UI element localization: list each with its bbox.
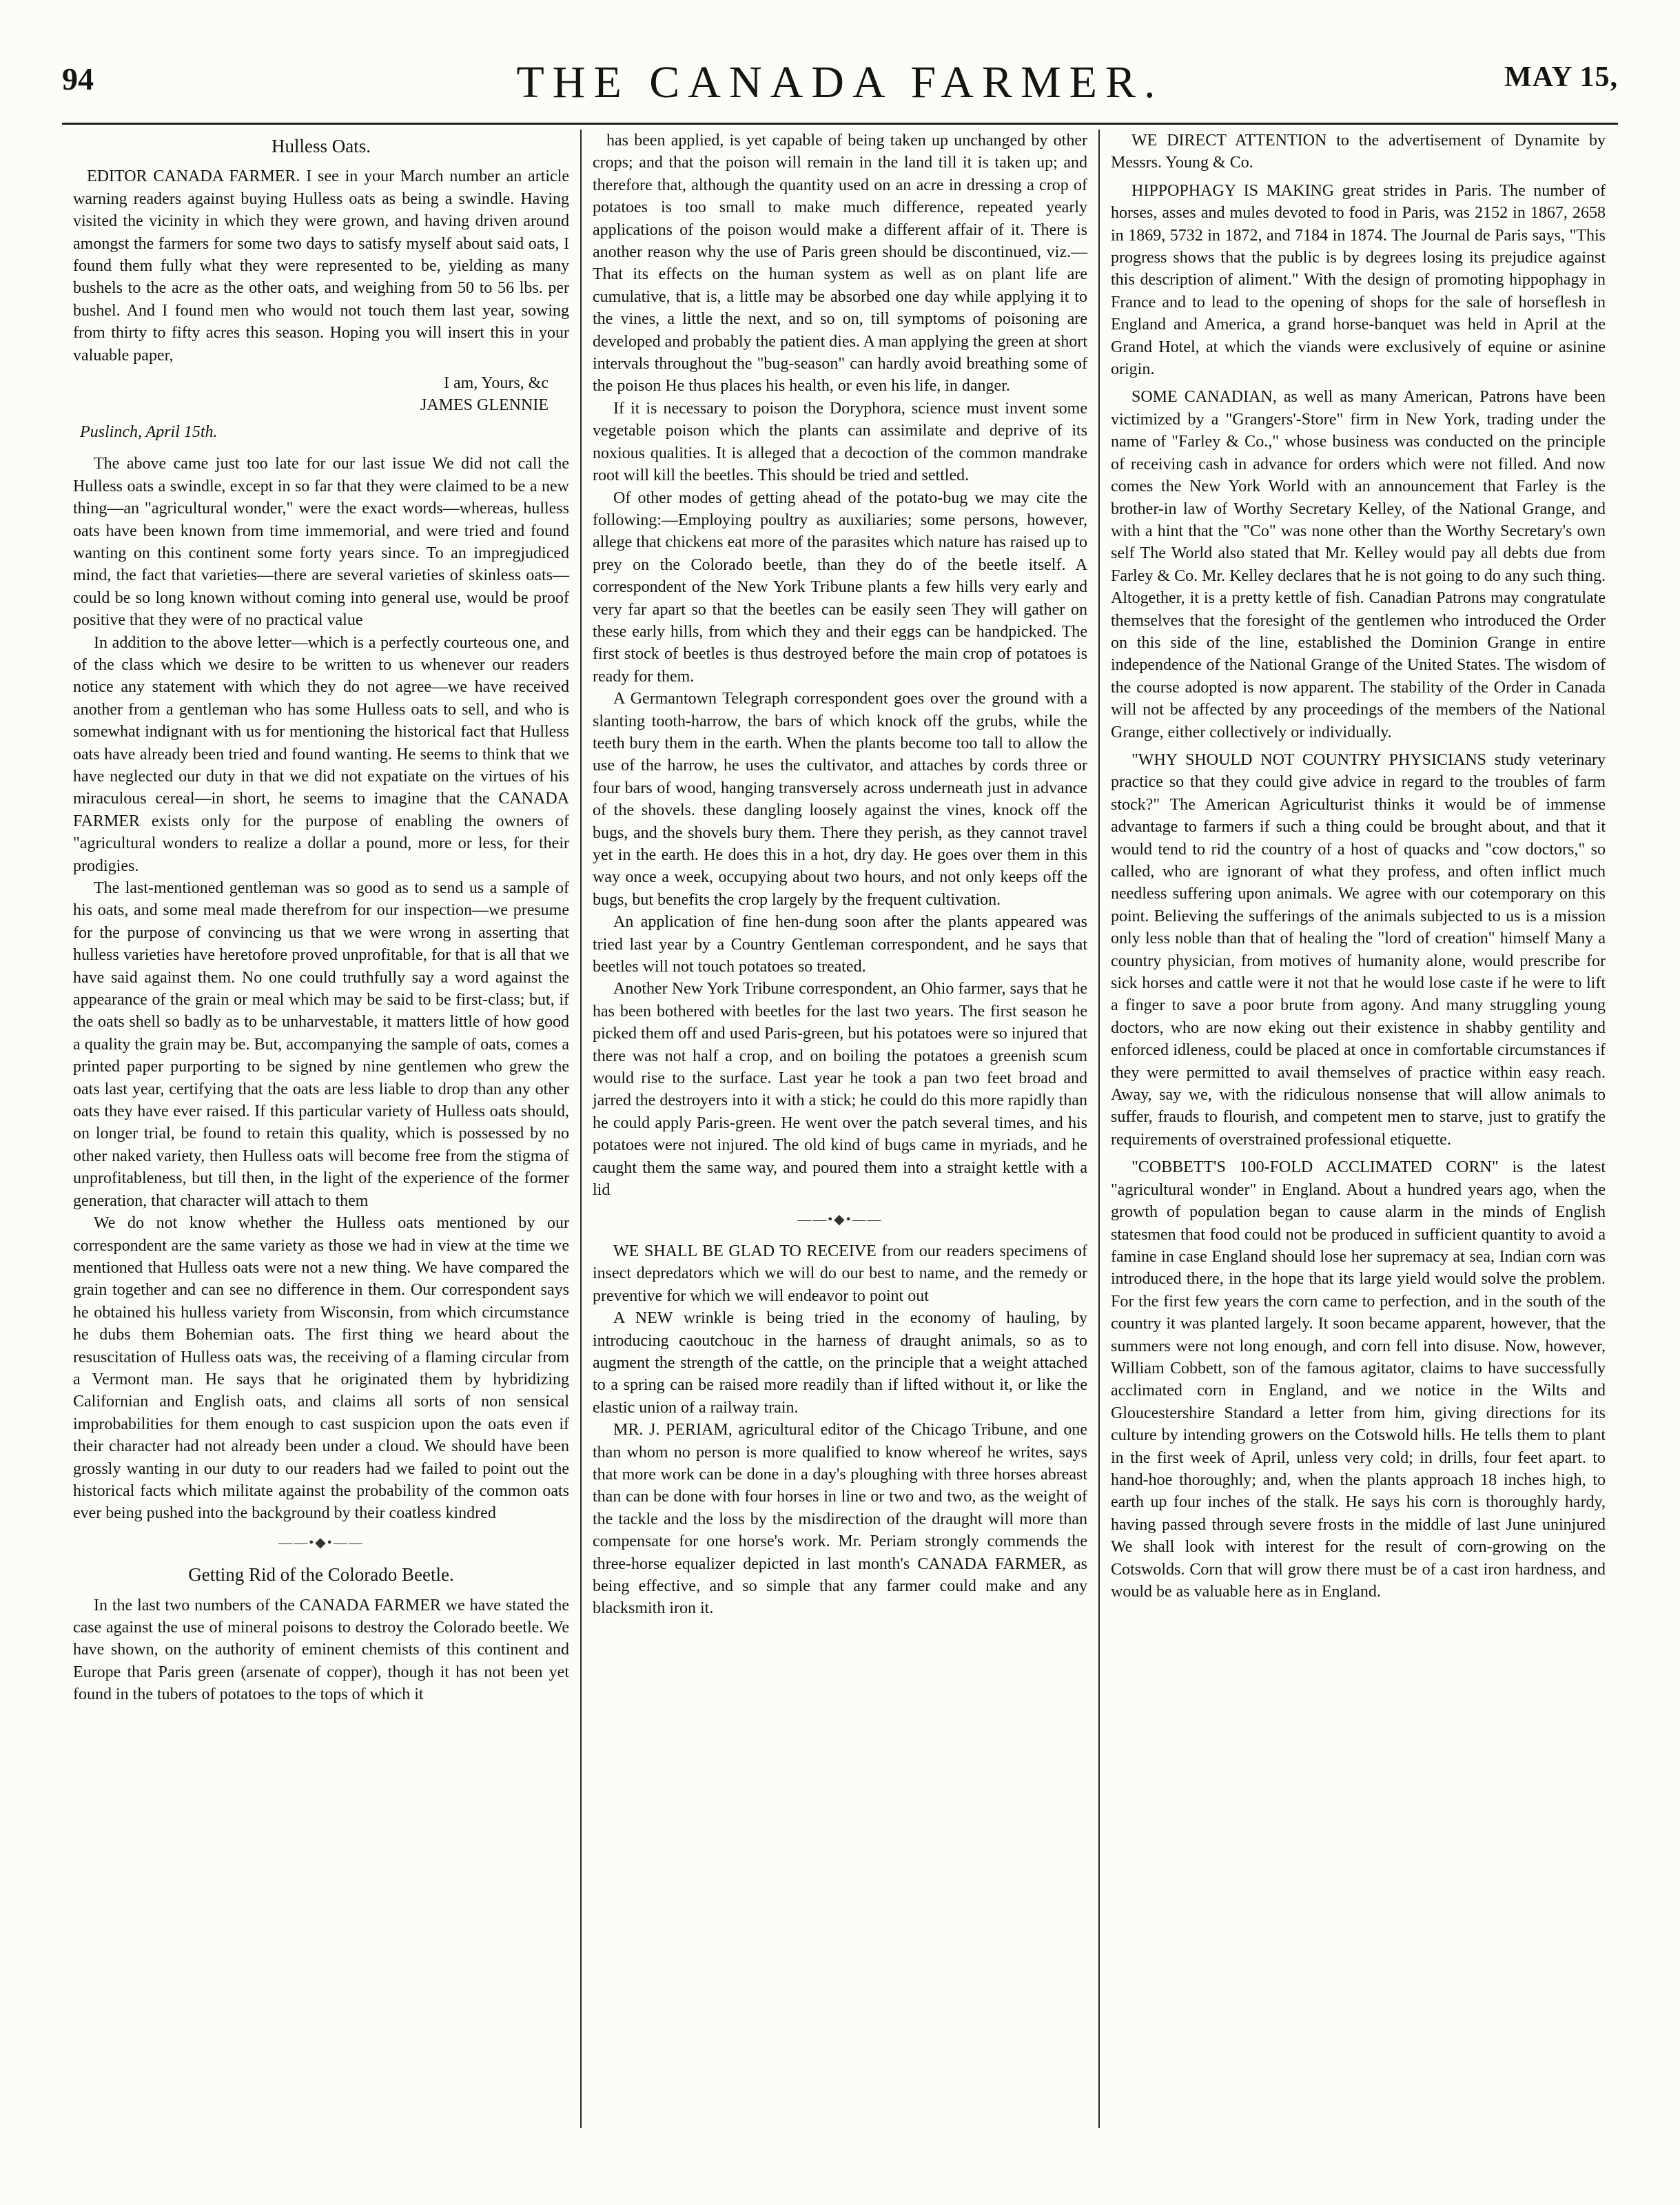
paragraph-text: to the advertisement of Dynamite by Messrs. Young & Co. (1111, 132, 1606, 172)
paragraph-lead: WE SHALL BE GLAD TO RECEIVE (613, 1242, 877, 1260)
article-columns (62, 130, 1618, 2128)
section-divider: ——•◆•—— (797, 1211, 883, 1227)
paragraph: An application of fine hen-dung soon after the plants appeared was tried last year by a Country Gentleman correspondent, and he says that beetles will not touch potatoes so treated. (593, 913, 1087, 976)
letter-text: I see in your March number an article warning readers against buying Hulless oats as being a swindle. Having visited the vicinity in which they were grown, and having driven around amongst the farmers for some two days to satisfy myself about said oats, I found them fully what they were represented to be, yielding as many bushels to the acre as the other oats, and weighing from 50 to 56 lbs. per bushel. And I found men who would not touch them last year, sowing from thirty to fifty acres this season. Hoping you will insert this in your valuable paper, (73, 167, 570, 365)
paragraph: Another New York Tribune correspondent, an Ohio farmer, says that he has been bothered with beetles for the last two years. The first season he picked them off and used Paris-green, but his potatoes were so injured that there was not half a crop, and on boiling the potatoes a greenish scum would rise to the surface. Last year he took a pan two feet broad and jarred the destroyers into it with a stick; he could do this more rapidly than he could apply Paris-green. He went over the patch several times, and his potatoes were not injured. The old kind of bugs came in myriads, and he caught them the same way, and poured them into a straight kettle with a lid (593, 980, 1087, 1200)
masthead: THE CANADA FARMER. (516, 57, 1164, 107)
paragraph (1111, 749, 1606, 1151)
paragraph-lead: "COBBETT'S 100-FOLD ACCLIMATED CORN" (1131, 1158, 1499, 1177)
paragraph: We do not know whether the Hulless oats mentioned by our correspondent are the same variety as those we had in view at the time we mentioned that Hulless oats were not a new thing. We have compared the grain together and can see no difference in them. Our correspondent says he obtained his hulless variety from Wisconsin, from which circumstance he dubs them Bohemian oats. The first thing we heard about the resuscitation of Hulless oats was, the receiving of a flaming circular from a Vermont man. He says that he originated them by hybridizing Californian and English oats, and claims all sorts of non sensical improbabilities for them enough to cast suspicion upon the oats even if their character had not already been under a cloud. We should have been grossly wanting in our duty to our readers had we failed to point out the historical facts which militate against the probability of the common oats ever being pushed into the background by their coatless kindred (73, 1214, 569, 1523)
paragraph-text: great strides in Paris. The number of horses, asses and mules devoted to food in Paris, was 2152 in 1867, 2658 in 1869, 5732 in 1872, and 7184 in 1874. The Journal de Paris says, "This progress shows that the public is by degrees losing its prejudice against this description of aliment." With the design of promoting hippophagy in France and to lead to the opening of shops for the sale of horseflesh in England and America, a grand horse-banquet was held in April at the Grand Hotel, at which the viands were exclusively of equine or asinine origin. (1111, 181, 1606, 379)
paragraph: A Germantown Telegraph correspondent goes over the ground with a slanting tooth-harrow, the bars of which knock off the grubs, while the teeth bury them in the earth. When the plants become too tall to allow the use of the harrow, he uses the cultivator, and attaches by cords three or four bars of wood, hanging transversely across underneath just in advance of the shovels. these dangling loosely against the vines, knock off the bugs, and the shovels bury them. There they perish, as they cannot travel yet in the earth. He does this in a hot, dry day. He goes over them in this way once a week, occupying about two hours, and not only keeps off the bugs, but benefits the crop largely by the frequent cultivation. (593, 690, 1087, 909)
article-title-hulless-oats: Hulless Oats. (272, 136, 371, 156)
paragraph: In addition to the above letter—which is a perfectly courteous one, and of the class which we desire to be written to us whenever our readers notice any statement with which they do not agree—we have received another from a gentleman who has some Hulless oats to sell, and who is somewhat indignant with us for mentioning the historical fact that Hulless oats have already been tried and found wanting. He seems to think that we have neglected our duty in that we did not expatiate on the virtues of his miraculous cereal—in short, he seems to imagine that the CANADA FARMER exists only for the purpose of enabling the owners of "agricultural wonders to realize a dollar a pound, more or less, for their prodigies. (73, 633, 569, 875)
letter-body (73, 165, 569, 367)
paragraph: The last-mentioned gentleman was so good as to send us a sample of his oats, and some meal made therefrom for our inspection—we presume for the purpose of convincing us that we were wrong in asserting that hulless varieties have heretofore proved unprofitable, for that is all that we have said against them. No one could truthfully say a word against the appearance of the grain or meal which may be said to be first-class; but, if the oats shell so badly as to be unharvestable, it matters little of how good a quality the grain may be. But, accompanying the sample of oats, comes a printed paper purporting to be signed by nine gentlemen who grew the oats last year, certifying that the oats are less liable to drop than any other oats they have ever raised. If this particular variety of Hulless oats should, on longer trial, be found to retain this quality, which is possessed by no other naked variety, then Hulless oats will become free from the stigma of unprofitableness, but till then, in the light of the experience of the former generation, that character will attach to them (73, 879, 569, 1210)
letter-closing: I am, Yours, &c (443, 374, 549, 393)
letter-signer: JAMES GLENNIE (420, 396, 549, 415)
paragraph (1111, 386, 1606, 743)
paragraph (1111, 180, 1606, 381)
page-number: 94 (62, 61, 94, 96)
letter-salutation: EDITOR CANADA FARMER. (87, 167, 300, 186)
column-2 (580, 130, 1098, 2128)
column-1 (62, 130, 580, 2128)
paragraph (1111, 1156, 1606, 1603)
paragraph (593, 1240, 1087, 1307)
paragraph: In the last two numbers of the CANADA FARMER we have stated the case against the use of mineral poisons to destroy the Colorado beetle. We have shown, on the authority of eminent chemists of this continent and Europe that Paris green (arsenate of copper), though it has not been yet found in the tubers of potatoes to the tops of which it (73, 1596, 569, 1704)
section-divider: ——•◆•—— (278, 1535, 364, 1550)
paragraph-text: from our readers specimens of insect depredators which we will do our best to name, and the remedy or preventive for which we will endeavor to point out (593, 1242, 1088, 1305)
paragraph (1111, 130, 1606, 174)
paragraph-text: as well as many American, Patrons have been victimized by a "Grangers'-Store" firm in New York, trading under the name of "Farley & Co.," whose business was conducted on the principle of receiving cash in advance for orders which were not filled. And now comes the New York World with an announcement that Farley is the brother-in law of Worthy Secretary Kelley, of the National Grange, and with a hint that the "Co" was none other than the Worthy Secretary's own self The World also stated that Mr. Kelley would pay all debts due from Farley & Co. Mr. Kelley declares that he is not going to do any such thing. Altogether, it is a pretty kettle of fish. Canadian Patrons may congratulate themselves that the foresight of the gentlemen who introduced the Order on this side of the line, established the Dominion Grange in entire independence of the National Grange of the United States. The wisdom of the course adopted is now apparent. The stability of the Order in Canada will not be affected by any proceedings of the members of the National Grange, either collectively or individually. (1111, 388, 1606, 741)
paragraph-text: is the latest "agricultural wonder" in England. About a hundred years ago, when the growth of population began to cause alarm in the minds of English statesmen that food could not be produced in sufficient quantity to avoid a famine in case England should lose her supremacy at sea, Indian corn was introduced there, in the hope that its large yield would solve the problem. For the first few years the corn came to perfection, and in the south of the country it was planted largely. It soon became apparent, however, that the summers were not long enough, and corn fell into disuse. Now, however, William Cobbett, son of the famous agitator, claims to have successfully acclimated corn in England, and we notice in the Wilts and Gloucestershire Standard a letter from him, giving directions for its culture by intending growers on the Cotswold hills. He tells them to plant in the first week of April, unless very cold; in drills, four feet apart. to hand-hoe thoroughly; and, when the plants approach 18 inches high, to earth up four inches of the stalk. He says his corn is thoroughly hardy, having passed through severe frosts in the middle of last June uninjured We shall look with interest for the result of corn-growing on the Cotswolds. Corn that will grow there must be of a cast iron hardness, and would be as valuable here as in England. (1111, 1158, 1606, 1601)
page-header (62, 57, 1618, 125)
letter-dateline: Puslinch, April 15th. (80, 422, 218, 441)
paragraph: If it is necessary to poison the Doryphora, science must invent some vegetable poison which the plants can assimilate and deprive of its noxious qualities. It is alleged that a decoction of the common mandrake root will kill the beetles. This should be tried and settled. (593, 399, 1087, 485)
paragraph: The above came just too late for our last issue We did not call the Hulless oats a swindle, except in so far that they were claimed to be a new thing—an "agricultural wonder," were the exact words—whereas, hulless oats have been known from time immemorial, and were tried and found wanting on this continent some forty years since. To an impregjudiced mind, the fact that varieties—there are several varieties of skinless oats—could be so long known without coming into general use, would be proof positive that they were of no practical value (73, 455, 569, 630)
column-3 (1098, 130, 1617, 2128)
paragraph: MR. J. PERIAM, agricultural editor of the Chicago Tribune, and one than whom no person is more qualified to know whereof he writes, says that more work can be done in a day's ploughing with three horses abreast than can be done with four horses in line or two and two, as the weight of the tackle and the loss by the misdirection of the draught will more than compensate for one horse's work. Mr. Periam strongly commends the three-horse equalizer depicted in last month's CANADA FARMER, as being effective, and so simple that any farmer could make and any blacksmith iron it. (593, 1421, 1087, 1618)
paragraph-text: study veterinary practice so that they could give advice in regard to the troubles of farm stock?" The American Agriculturist thinks it would be of immense advantage to farmers if such a thing could be brought about, and that it would tend to rid the country of a host of quacks and "cow doctors," so called, who are ignorant of what they profess, and often inflict much needless suffering upon animals. We agree with our cotemporary on this point. Believing the sufferings of the animals subjected to us is a mission only less noble than that of healing the "lord of creation" himself Many a country physician, from motives of humanity alone, would prescribe for sick horses and cattle were it not that he would lose caste if he were to lift a finger to save a poor brute from agony. And many struggling young doctors, who are now eking out their existence in shabby gentility and enforced idleness, could be placed at once in comfortable circumstances if they were permitted to avail themselves of practice within easy reach. Away, say we, with the ridiculous nonsense that will allow animals to suffer, frauds to flourish, and competent men to starve, just to gratify the requirements of overstrained professional etiquette. (1111, 750, 1606, 1149)
paragraph: Of other modes of getting ahead of the potato-bug we may cite the following:—Employing poultry as auxiliaries; some persons, however, allege that chickens eat more of the parasites which nature has raised up to prey on the Colorado beetle, than they do of the beetle itself. A correspondent of the New York Tribune plants a few hills very early and very far apart so that the beetles can be easily seen They will gather on these early hills, from which they and their eggs can be handpicked. The first stock of beetles is thus destroyed before the main crop of potatoes is ready for them. (593, 489, 1087, 686)
paragraph-lead: HIPPOPHAGY IS MAKING (1131, 181, 1335, 200)
paragraph: has been applied, is yet capable of being taken up unchanged by other crops; and that the poison will remain in the land till it is taken up; and therefore that, although the quantity used on an acre in dressing a crop of potatoes is too small to make much difference, repeated yearly applications of the poison would make a different affair of it. There is another reason why the use of Paris green should be discontinued, viz.—That its effects on the human system as well as on plant life are cumulative, that is, a little may be absorbed one day while applying it to the vines, a little the next, and so on, till symptoms of poisoning are developed and probably the patient dies. A man applying the green at short intervals throughout the "bug-season" can hardly avoid breathing some of the poison He thus places his health, or even his life, in danger. (593, 132, 1087, 396)
issue-date: MAY 15, (1504, 61, 1618, 93)
paragraph-lead: SOME CANADIAN, (1131, 388, 1277, 407)
paragraph-lead: WE DIRECT ATTENTION (1131, 132, 1327, 150)
paragraph: A NEW wrinkle is being tried in the economy of hauling, by introducing caoutchouc in the harness of draught animals, so as to augment the strength of the cattle, on the principle that a weight attached to a spring can be raised more readily than if lifted without it, or like the elastic union of a railway train. (593, 1309, 1087, 1417)
article-title-colorado-beetle: Getting Rid of the Colorado Beetle. (188, 1564, 454, 1586)
paragraph-lead: "WHY SHOULD NOT COUNTRY PHYSICIANS (1131, 750, 1486, 769)
